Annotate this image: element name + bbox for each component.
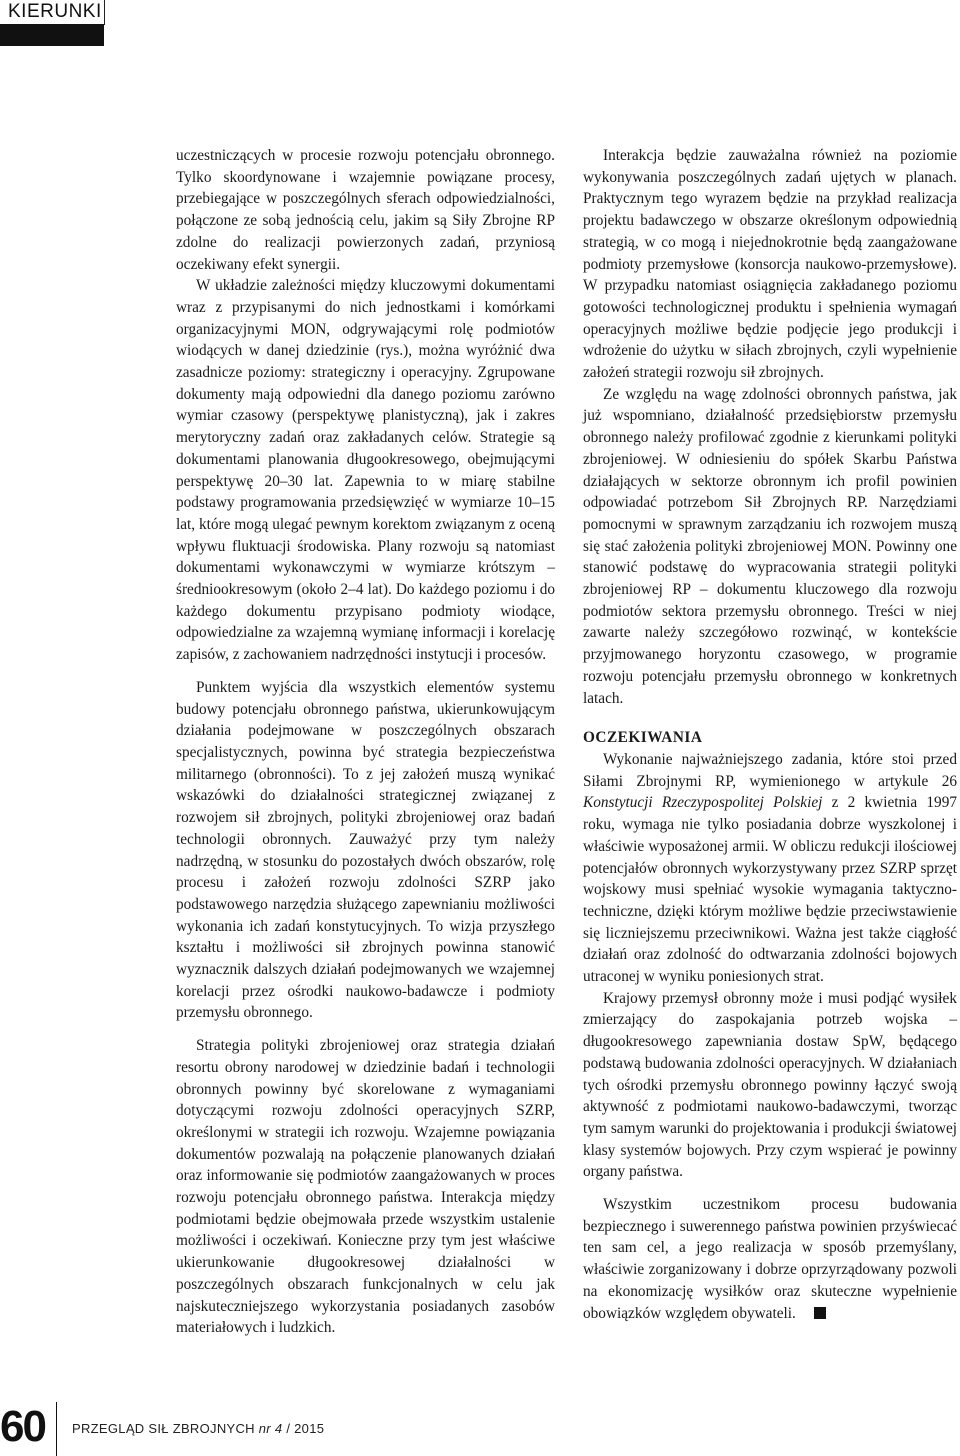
page-number: 60 [0, 1402, 45, 1451]
body-paragraph: Interakcja będzie zauważalna również na poziomie wykonywania poszczególnych zadań ujętych w planach. Praktycznym tego wyrazem będzie na przykład realizacja projektu badawczego w obszarze określonym odpowiednią strategią, w co mogą i niejednokrotnie będą zaangażowane podmioty przemysłowe (konsorcja naukowo-przemysłowe). W przypadku natomiast osiągnięcia zakładanego poziomu gotowości technologicznej produktu i spełnienia wymagań operacyjnych możliwe będzie podjęcie jego produkcji i wdrożenie do użytku w siłach zbrojnych, czyli wypełnienie założeń strategii rozwoju sił zbrojnych. [583, 147, 957, 382]
end-of-article-icon [814, 1307, 826, 1319]
body-paragraph: Ze względu na wagę zdolności obronnych państwa, jak już wspomniano, działalność przedsiębiorstw przemysłu obronnego należy profilować zgodnie z kierunkami polityki zbrojeniowej. W odniesieniu do spółek Skarbu Państwa działających w sektorze obronnym ich profil powinien odpowiadać potrzebom Sił Zbrojnych RP. Narzędziami pomocnymi w sprawnym zarządzaniu ich rozwojem muszą się stać założenia polityki zbrojeniowej MON. Powinny one stanowić podstawę do wypracowania strategii polityki zbrojeniowej RP – dokumentu kluczowego dla rozwoju podmiotów sektora przemysłu obronnego. Treści w niej zawarte należy szczegółowo rozwinąć, w kontekście przyjmowanego horyzontu czasowego, w programie rozwoju potencjału przemysłu obronnego w konkretnych latach. [583, 385, 957, 707]
body-paragraph: uczestniczących w procesie rozwoju potencjału obronnego. Tylko skoordynowane i wzajemnie powiązane procesy, przebiegające w poszczególnych sferach odpowiedzialności, połączone ze sobą jednością celu, jakim są Siły Zbrojne RP zdolne do realizacji powierzonych zadań, przyniosą oczekiwany efekt synergii. [176, 147, 555, 273]
body-paragraph: W układzie zależności między kluczowymi dokumentami wraz z przypisanymi do nich jednostkami i komórkami organizacyjnymi MON, odgrywającymi rolę podmiotów wiodących w danej dziedzinie (rys.), można wyróżnić dwa zasadnicze poziomy: strategiczny i operacyjny. Zgrupowane dokumenty mają odpowiedni dla danego poziomu zarówno wymiar czasowy (perspektywę planistyczną), jak i zakres merytoryczny zadań oraz zakładanych celów. Strategie są dokumentami planowania długookresowego, obejmującymi perspektywę 20–30 lat. Zapewnia to w miarę stabilne podstawy programowania przedsięwzięć w wymiarze 10–15 lat, które mogą ulegać pewnym korektom związanym z oceną wpływu fluktuacji środowiska. Plany rozwoju są natomiast dokumentami wykonawczymi w wymiarze krótszym – średniookresowym (około 2–4 lat). Do każdego poziomu i do każdego dokumentu przypisano podmioty wiodące, odpowiedzialne za wzajemną wymianę informacji i korelację zapisów, z zachowaniem nadrzędności instytucji i procesów. [176, 277, 555, 664]
body-text: Wszystkim uczestnikom procesu budowania bezpiecznego i suwerennego państwa powinien przyświecać ten sam cel, a jego realizacja w sposób przemyślany, właściwie zorganizowany i dobrze oprzyrządowany pozwoli na ekonomizację wysiłków oraz skuteczne wypełnienie obowiązków względem obywateli. [583, 1196, 957, 1322]
publication-title: PRZEGLĄD SIŁ ZBROJNYCH [72, 1421, 255, 1436]
body-paragraph: Krajowy przemysł obronny może i musi podjąć wysiłek zmierzający do zaspokajania potrzeb wojska – długookresowego zapewniania dostaw SpW, będącego podstawą budowania zdolności operacyjnych. W działaniach tych ośrodki przemysłu obronnego powinny łączyć swoją aktywność z podmiotami naukowo-badawczymi, tworząc tym samym warunki do projektowania i produkcji światowej klasy systemów bojowych. Przy czym wspierać je powinny organy państwa. [583, 989, 957, 1181]
section-heading: OCZEKIWANIA [583, 729, 703, 747]
section-label: KIERUNKI [8, 1, 102, 22]
constitution-title: Konstytucji Rzeczypospolitej Polskiej [583, 794, 823, 812]
body-text: Wykonanie najważniejszego zadania, które stoi przed Siłami Zbrojnymi RP, wymienionego w artykule 26 [583, 750, 957, 790]
body-text: z 2 kwietnia 1997 roku, wymaga nie tylko posiadania dobrze wyszkolonej i właściwie wyposażonej armii. W obliczu redukcji ilościowej potencjałów obronnych wykorzystywany przez SZRP sprzęt wojskowy musi spełniać wysokie wymagania taktyczno-techniczne, dzięki którym możliwe będzie przeciwstawienie się liczniejszemu przeciwnikowi. Ważna jest także ciągłość działań oraz zdolność do odtwarzania zdolności bojowych utraconej w wyniku poniesionych strat. [583, 794, 957, 986]
body-paragraph [583, 749, 957, 988]
body-paragraph: Punktem wyjścia dla wszystkich elementów systemu budowy potencjału obronnego państwa, ukierunkowującym działania podejmowane w poszczególnych obszarach specjalistycznych, powinna być strategia bezpieczeństwa militarnego (obronności). To z jej założeń muszą wynikać wskazówki do działalności strategicznej związanej z rozwojem sił zbrojnych, polityki zbrojeniowej oraz badań technologii obronnych. Zauważyć przy tym należy nadrzędną, w stosunku do pozostałych dwóch obszarów, rolę procesu i założeń rozwoju zdolności SZRP jako podstawowego narzędzia służącego zapewnianiu możliwości wykonania ich zadań konstytucyjnych. To wizja przyszłego kształtu i możliwości sił zbrojnych powinna stanowić wyznacznik dalszych działań podejmowanych we wzajemnej korelacji przez ośrodki naukowo-badawcze i podmioty przemysłu obronnego. [176, 678, 555, 1022]
body-paragraph: Strategia polityki zbrojeniowej oraz strategia działań resortu obrony narodowej w dziedzinie badań i technologii obronnych powinny być skorelowane z wymaganiami dotyczącymi rozwoju zdolności operacyjnych SZRP, określonymi w strategii ich rozwoju. Wzajemne powiązania dokumentów pozwalają na połączenie planowanych działań oraz informowanie się podmiotów zaangażowanych w proces rozwoju potencjału obronnego państwa. Interakcja między podmiotami będzie obejmowała przede wszystkim ustalenie możliwości i oczekiwań. Konieczne przy tym jest właściwe ukierunkowanie długookresowej działalności w poszczególnych obszarach funkcjonalnych w celu jak najskuteczniejszego wykorzystania posiadanych zasobów materiałowych i ludzkich. [176, 1037, 555, 1337]
body-paragraph [583, 1194, 957, 1324]
article-column-right [583, 145, 957, 1324]
section-tag [0, 0, 105, 25]
article-column-left [176, 145, 555, 1339]
issue-year: / 2015 [286, 1421, 325, 1436]
publication-name [72, 1421, 324, 1436]
section-tag-bar [0, 24, 104, 46]
footer-divider [56, 1402, 57, 1456]
issue-number: nr 4 [258, 1421, 283, 1436]
